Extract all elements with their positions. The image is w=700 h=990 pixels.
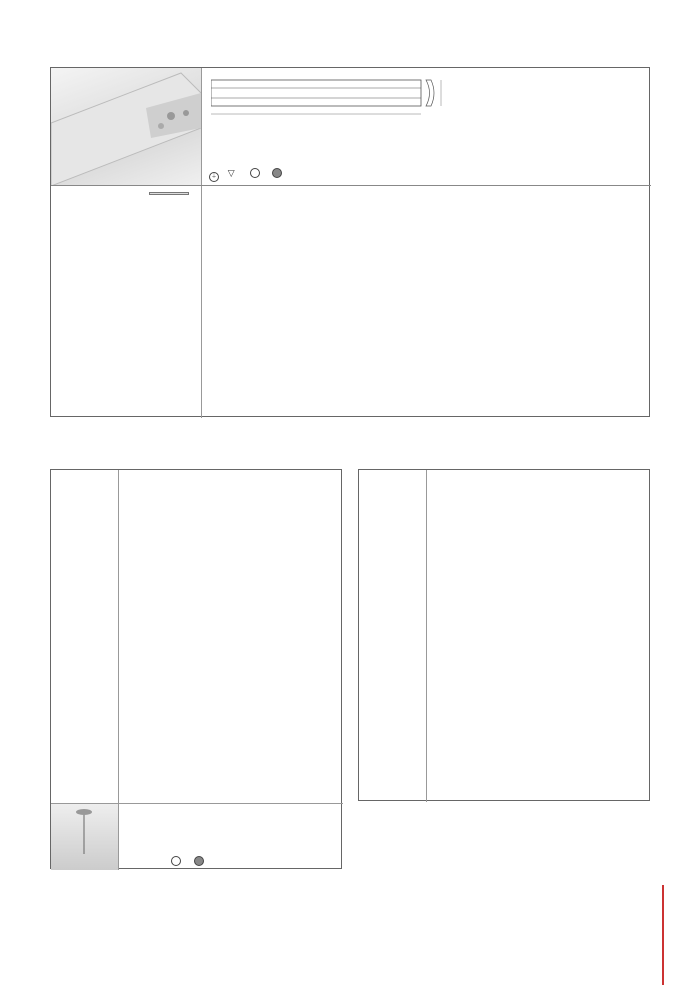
- page-marker: [662, 885, 664, 985]
- component-suspension-powered: [51, 803, 343, 870]
- components-right: [358, 469, 650, 801]
- lamp-icon: [149, 192, 189, 195]
- spec-rows: [201, 200, 651, 418]
- ground-icon: ⏚: [210, 173, 217, 180]
- component-image: [51, 804, 118, 870]
- color-options: [171, 856, 207, 867]
- white-swatch-icon: [171, 856, 181, 866]
- spec-table: [50, 67, 650, 417]
- white-swatch-icon: [250, 168, 260, 178]
- dimension-drawing: [211, 76, 471, 126]
- components-left: [50, 469, 342, 869]
- product-image: [51, 68, 201, 186]
- triangle-f-icon: ▽: [227, 169, 235, 179]
- grey-swatch-icon: [272, 168, 282, 178]
- fixture-illustration: [51, 68, 201, 186]
- features-row: [209, 168, 285, 182]
- grey-swatch-icon: [194, 856, 204, 866]
